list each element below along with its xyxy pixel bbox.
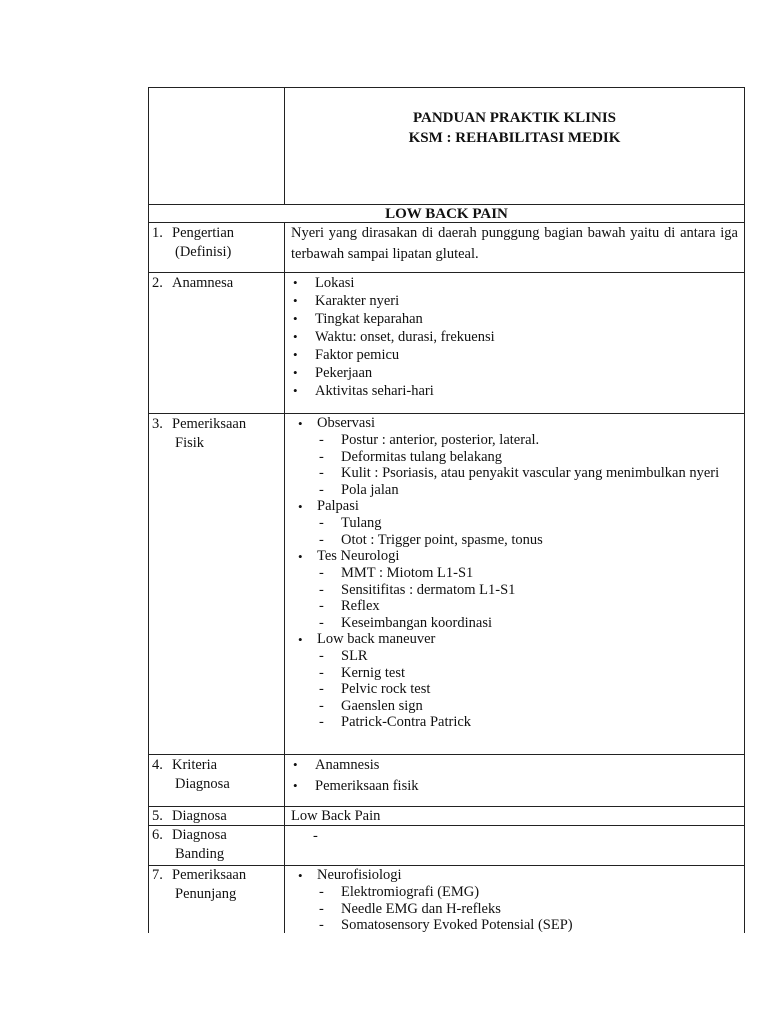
group-title: • Neurofisiologi	[295, 867, 744, 884]
header-title-line2: KSM : REHABILITASI MEDIK	[408, 130, 621, 146]
header-row	[148, 87, 745, 204]
group-title: • Tes Neurologi	[295, 548, 744, 565]
list-item: - Reflex	[317, 598, 744, 615]
list-item: • Anamnesis	[285, 755, 419, 775]
list-item: - Deformitas tulang belakang	[317, 449, 744, 466]
list-item: - Somatosensory Evoked Potensial (SEP)	[317, 917, 744, 934]
row-label: 5. Diagnosa	[152, 808, 227, 824]
group-title: • Palpasi	[295, 498, 744, 515]
row-pemeriksaan-penunjang	[148, 865, 745, 933]
list-item: - Patrick-Contra Patrick	[317, 714, 744, 731]
list-item: - Kernig test	[317, 665, 744, 682]
list-item: - Kulit : Psoriasis, atau penyakit vascular yang menimbulkan nyeri	[317, 465, 744, 482]
row-label: 6. Diagnosa Banding	[152, 827, 227, 862]
row-label: 7. Pemeriksaan Penunjang	[152, 867, 247, 902]
header-title-line1: PANDUAN PRAKTIK KLINIS	[412, 110, 617, 126]
exam-group	[295, 415, 744, 498]
diagnosis-text: Low Back Pain	[291, 808, 381, 824]
logo-cell	[149, 88, 285, 204]
list-item: • Pemeriksaan fisik	[285, 775, 419, 797]
list-item: • Faktor pemicu	[285, 346, 495, 364]
list-item: • Waktu: onset, durasi, frekuensi	[285, 328, 495, 346]
list-item: - Gaenslen sign	[317, 698, 744, 715]
exam-group	[295, 548, 744, 631]
list-item: - SLR	[317, 648, 744, 665]
list-item: - Elektromiografi (EMG)	[317, 884, 744, 901]
row-diagnosa	[148, 806, 745, 825]
row-pengertian	[148, 222, 745, 272]
row-anamnesa	[148, 272, 745, 413]
row-diagnosa-banding	[148, 825, 745, 865]
list-item: - MMT : Miotom L1-S1	[317, 565, 744, 582]
list-item: • Karakter nyeri	[285, 292, 495, 310]
topic-row	[148, 204, 745, 222]
row-pemeriksaan-fisik	[148, 413, 745, 754]
differential-text: -	[313, 828, 318, 844]
list-item: • Pekerjaan	[285, 364, 495, 382]
physical-exam-list	[295, 415, 744, 731]
list-item: - Pola jalan	[317, 482, 744, 499]
list-item: - Pelvic rock test	[317, 681, 744, 698]
row-label: 2. Anamnesa	[152, 275, 234, 291]
exam-group	[295, 631, 744, 731]
list-item: • Tingkat keparahan	[285, 310, 495, 328]
topic-title: LOW BACK PAIN	[385, 206, 508, 222]
row-label: 3. Pemeriksaan Fisik	[152, 416, 247, 451]
support-exam-list	[295, 867, 744, 934]
header-cell	[285, 88, 744, 204]
row-kriteria-diagnosa	[148, 754, 745, 806]
row-label: 1. Pengertian (Definisi)	[152, 225, 235, 260]
group-title: • Low back maneuver	[295, 631, 744, 648]
anamnesa-list	[285, 274, 495, 400]
list-item: - Tulang	[317, 515, 744, 532]
list-item: • Aktivitas sehari-hari	[285, 382, 495, 400]
list-item: - Otot : Trigger point, spasme, tonus	[317, 532, 744, 549]
group-title: • Observasi	[295, 415, 744, 432]
definition-text: Nyeri yang dirasakan di daerah punggung bagian bawah yaitu di antara iga terbawah sampai lipatan gluteal.	[291, 225, 738, 262]
list-item: • Lokasi	[285, 274, 495, 292]
list-item: - Keseimbangan koordinasi	[317, 615, 744, 632]
ppk-table	[148, 87, 745, 933]
row-label: 4. Kriteria Diagnosa	[152, 757, 230, 792]
exam-group	[295, 498, 744, 548]
list-item: - Needle EMG dan H-refleks	[317, 901, 744, 918]
exam-group	[295, 867, 744, 934]
list-item: - Postur : anterior, posterior, lateral.	[317, 432, 744, 449]
criteria-list	[285, 755, 419, 797]
list-item: - Sensitifitas : dermatom L1-S1	[317, 582, 744, 599]
